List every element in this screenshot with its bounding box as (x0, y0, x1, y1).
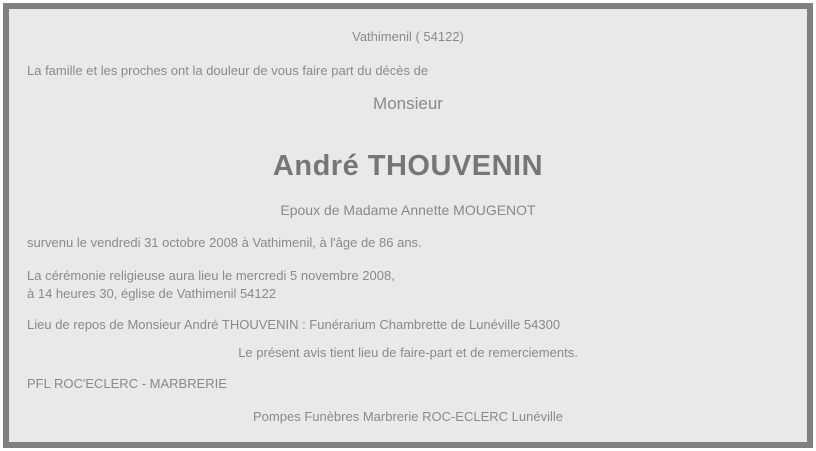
faire-part-notice: Le présent avis tient lieu de faire-part et de remerciements. (238, 345, 578, 360)
funeral-services-footer: Pompes Funèbres Marbrerie ROC-ECLERC Lunéville (253, 409, 563, 424)
spouse-line: Epoux de Madame Annette MOUGENOT (280, 202, 536, 218)
location-header: Vathimenil ( 54122) (352, 29, 464, 44)
death-details: survenu le vendredi 31 octobre 2008 à Vathimenil, à l'âge de 86 ans. (27, 235, 422, 250)
deceased-name: André THOUVENIN (272, 150, 544, 182)
ceremony-details (27, 267, 789, 303)
repose-details: Lieu de repos de Monsieur André THOUVENIN : Funérarium Chambrette de Lunéville 54300 (27, 317, 561, 332)
announcement-intro: La famille et les proches ont la douleur de vous faire part du décès de (27, 63, 429, 78)
ceremony-line-2: à 14 heures 30, église de Vathimenil 54122 (27, 286, 277, 301)
funeral-home-name: PFL ROC'ECLERC - MARBRERIE (27, 376, 227, 391)
ceremony-line-1: La cérémonie religieuse aura lieu le mercredi 5 novembre 2008, (27, 268, 395, 283)
death-notice-card (3, 3, 813, 448)
civility-title: Monsieur (373, 94, 443, 113)
